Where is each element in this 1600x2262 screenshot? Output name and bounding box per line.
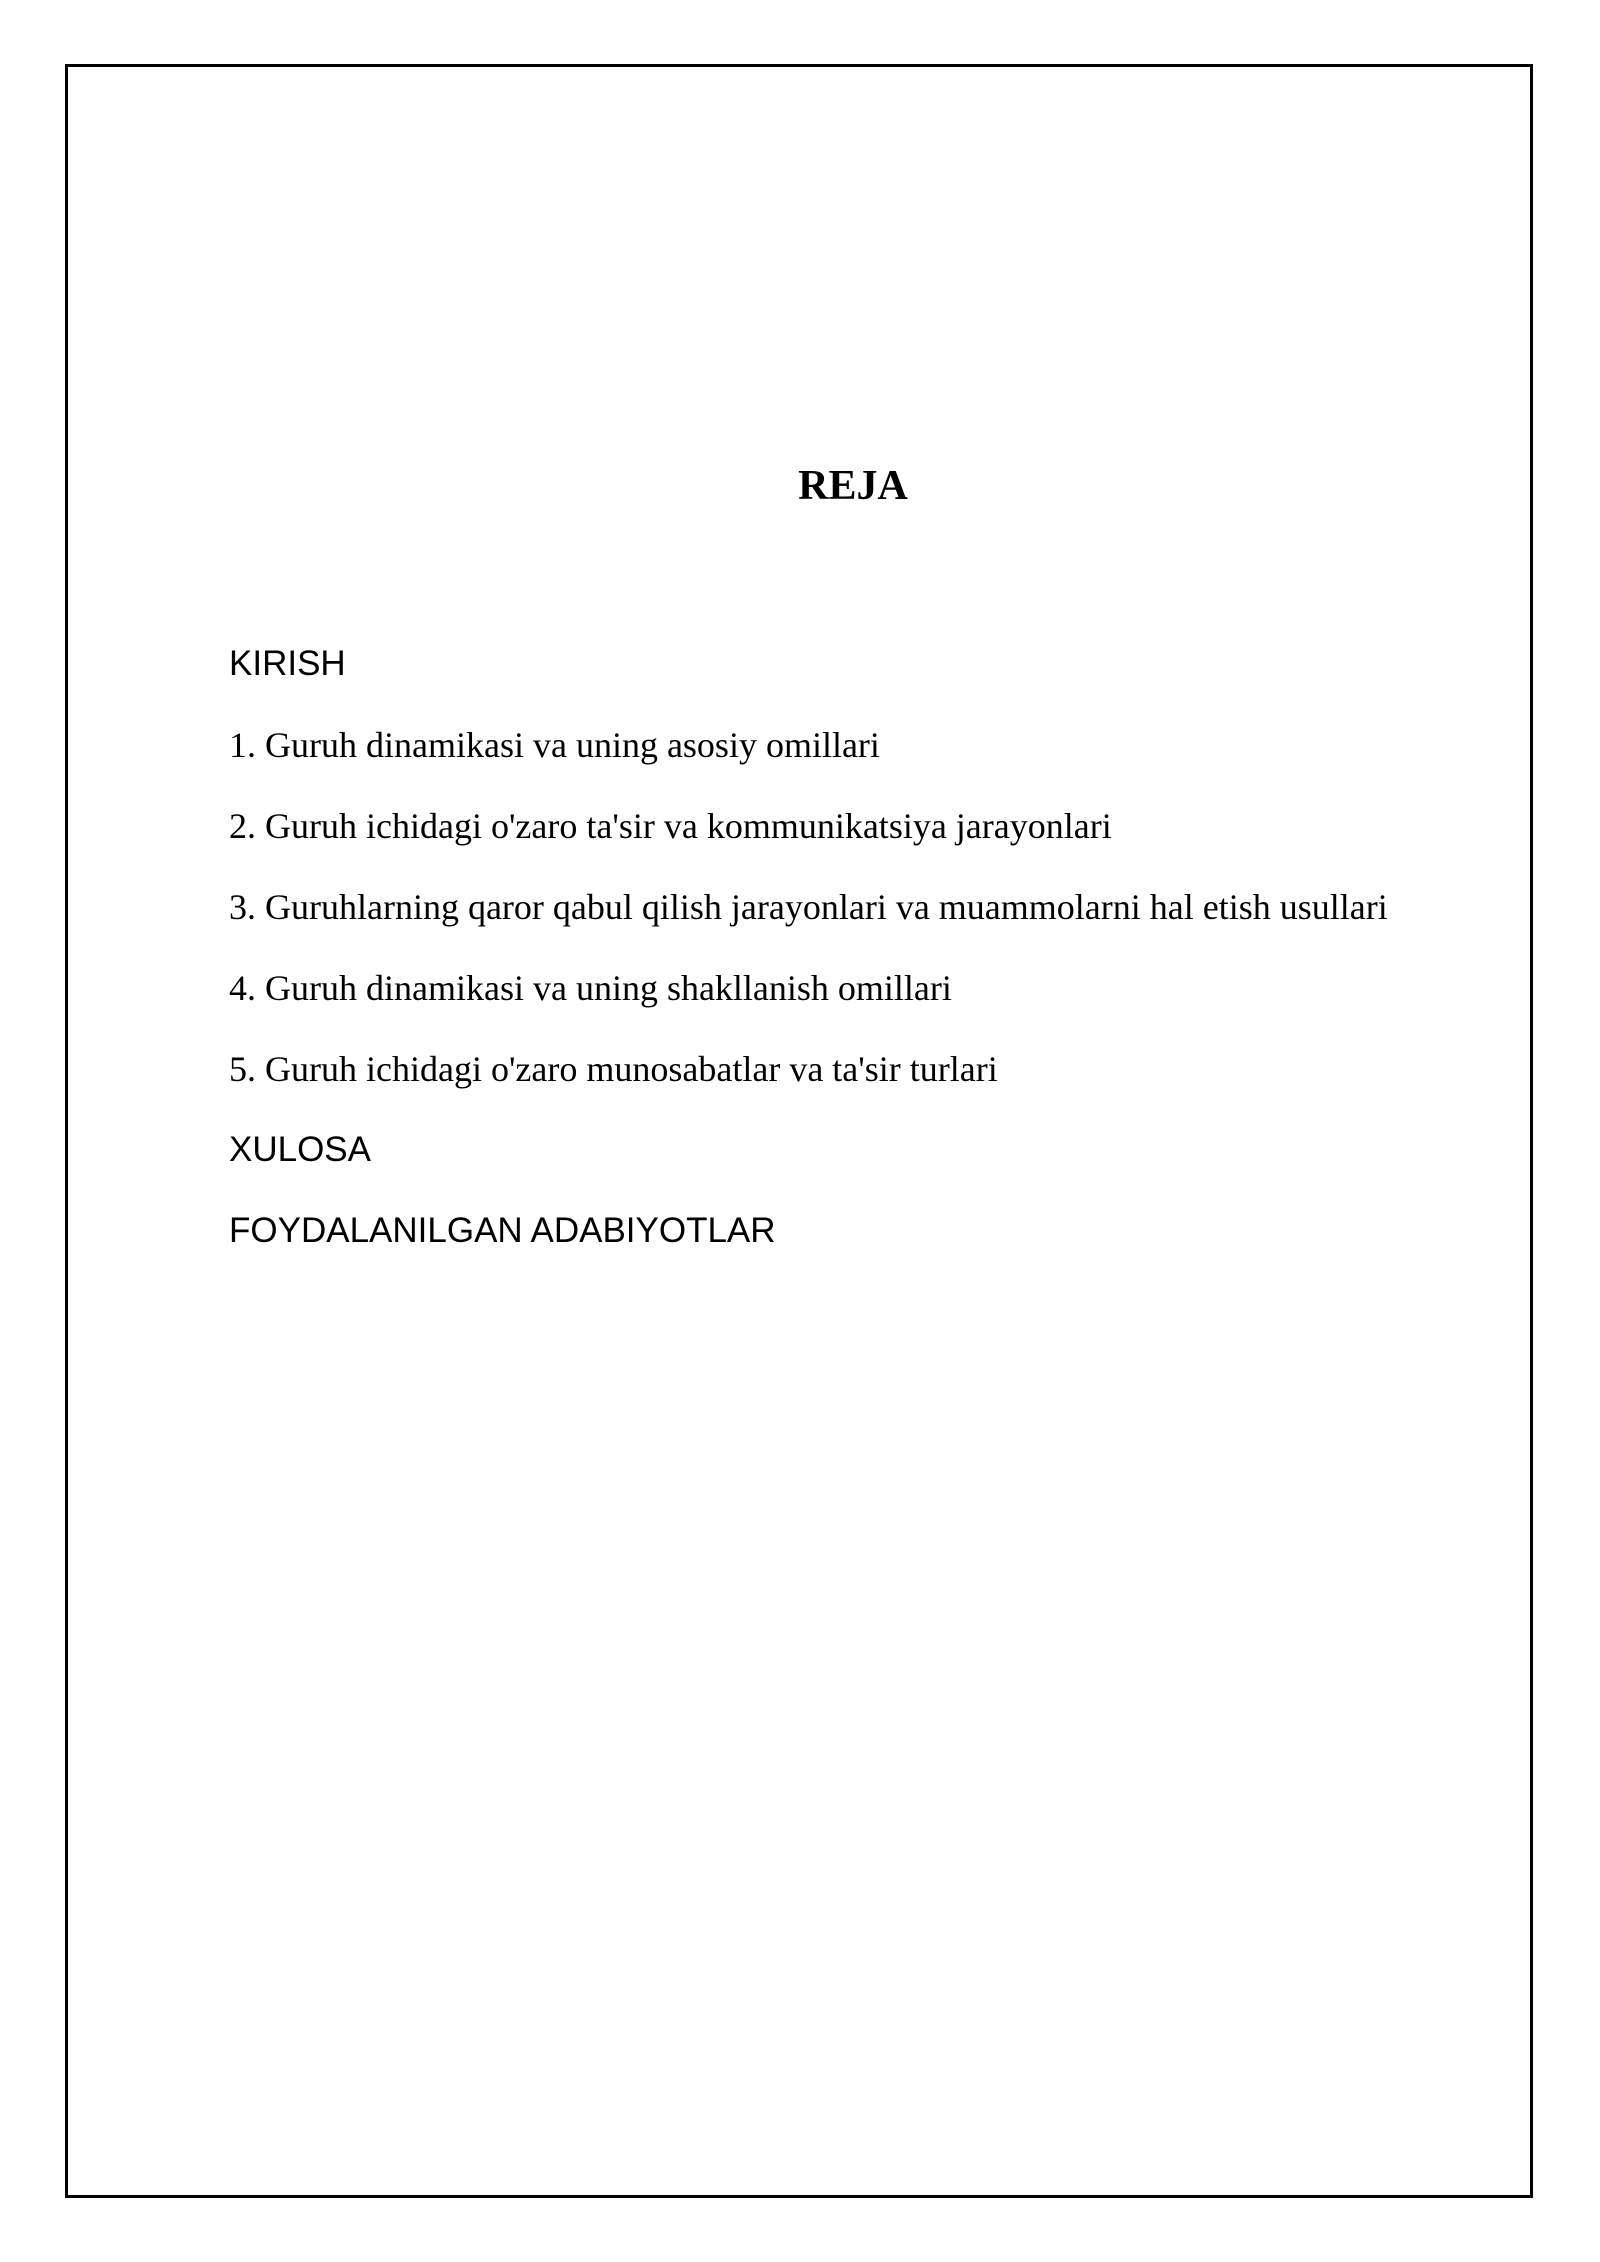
page-title: REJA [798, 463, 908, 509]
toc-item-1: 1. Guruh dinamikasi va uning asosiy omillari [229, 725, 880, 765]
toc-item-3: 3. Guruhlarning qaror qabul qilish jarayonlari va muammolarni hal etish usullari [229, 887, 1388, 927]
toc-item-conclusion: XULOSA [229, 1130, 371, 1169]
table-of-contents [229, 640, 1388, 1288]
toc-item-2: 2. Guruh ichidagi o'zaro ta'sir va kommunikatsiya jarayonlari [229, 806, 1112, 846]
toc-item-5: 5. Guruh ichidagi o'zaro munosabatlar va ta'sir turlari [229, 1049, 998, 1089]
toc-item-references: FOYDALANILGAN ADABIYOTLAR [229, 1211, 776, 1250]
toc-item-4: 4. Guruh dinamikasi va uning shakllanish omillari [229, 968, 952, 1008]
toc-item-introduction: KIRISH [229, 644, 346, 683]
